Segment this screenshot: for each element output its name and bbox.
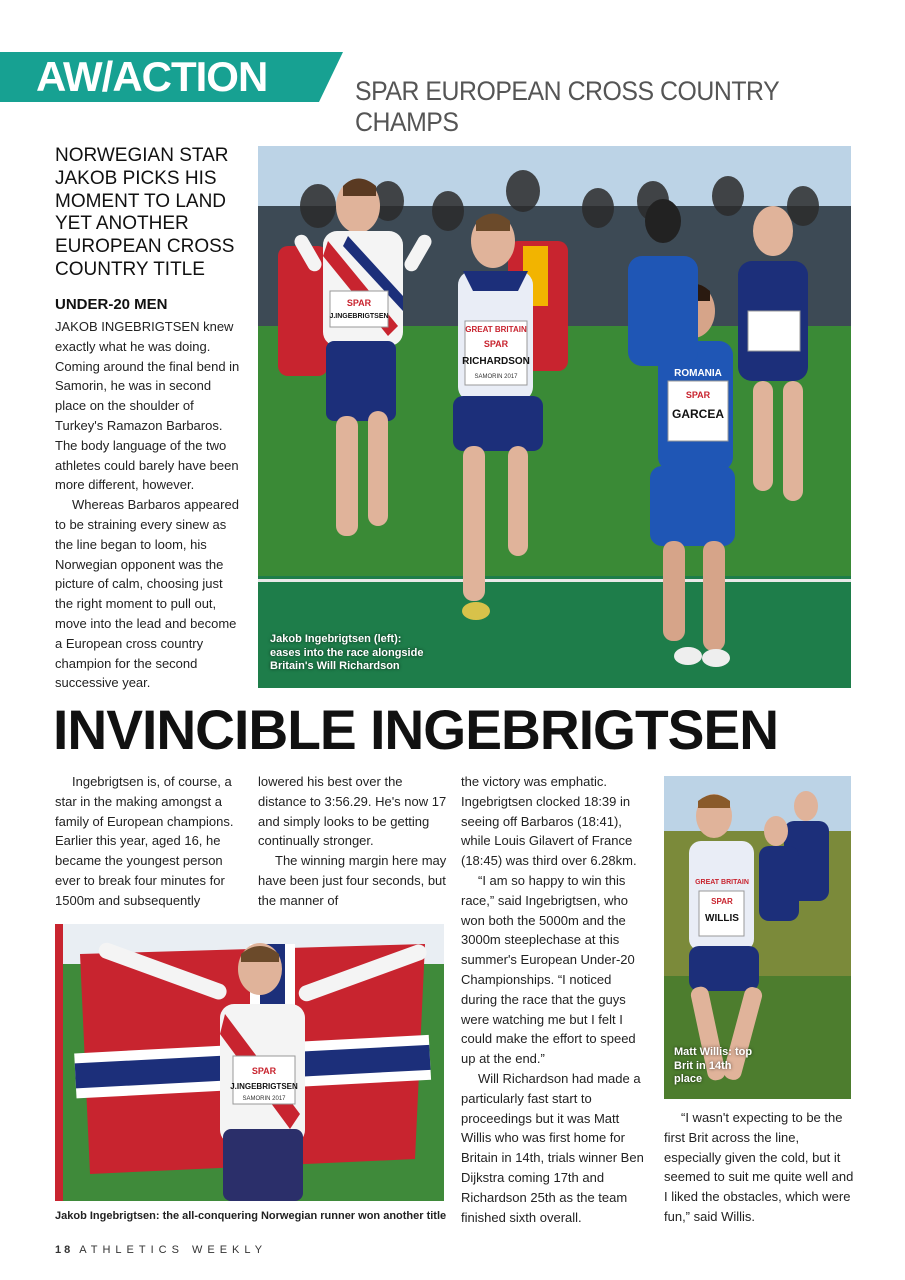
bib-name-ingebrigtsen: J.INGEBRIGTSEN bbox=[329, 313, 389, 320]
willis-bib-team: GREAT BRITAIN bbox=[695, 879, 749, 886]
section-banner-label: AW/ACTION bbox=[36, 53, 268, 100]
subhead: UNDER-20 MEN bbox=[55, 296, 168, 313]
intro-paragraph-2: Whereas Barbaros appeared to be straining every sinew as the line began to loom, his Norwegian opponent was the picture of calm, choosing just the right moment to pull out, move into the lead and become a European cross country champion for the second successive year. bbox=[55, 497, 239, 691]
page-footer bbox=[55, 1244, 267, 1256]
main-race-photo-illustration bbox=[258, 146, 851, 688]
body-column-3-paragraph-3: Will Richardson had made a particularly fast start to proceedings but it was Matt Willis who was first home for Britain in 14th, trials winner Ben Dijkstra coming 17th and Richardson 25th as the team finished sixth overall. bbox=[461, 1070, 644, 1225]
body-column-2-paragraph-2: The winning margin here may have been just four seconds, but the manner of bbox=[258, 853, 447, 908]
bib-name-garcea: GARCEA bbox=[671, 407, 725, 421]
bib-team-gb: GREAT BRITAIN bbox=[465, 325, 527, 334]
main-photo-caption: Jakob Ingebrigtsen (left): eases into the race alongside Britain's Will Richardson bbox=[270, 633, 424, 672]
body-column-3-paragraph-2: “I am so happy to win this race,” said Ingebrigtsen, who won both the 5000m and the 3000m steeplechase at this summer's European Under-20 Championships. “I noticed during the race that the guys were watching me but I felt I could make the effort to speed up at the end.” bbox=[461, 872, 636, 1067]
flag-photo-illustration bbox=[55, 924, 444, 1201]
page-number: 18 bbox=[55, 1244, 74, 1256]
body-column-2-paragraph-1: lowered his best over the distance to 3:56.29. He's now 17 and simply looks to be getting continually stronger. bbox=[258, 774, 447, 849]
bib-venue-richardson: SAMORIN 2017 bbox=[474, 374, 518, 380]
magazine-name: ATHLETICS WEEKLY bbox=[79, 1244, 268, 1256]
body-column-2 bbox=[258, 772, 448, 911]
bib-name-richardson: RICHARDSON bbox=[462, 356, 530, 367]
bib-sponsor-richardson: SPAR bbox=[483, 339, 509, 349]
body-column-4-text: “I wasn't expecting to be the first Brit across the line, especially given the cold, but it seemed to suit me quite well and I liked the obstacles, which were fun,” said Willis. bbox=[664, 1110, 854, 1224]
willis-bib-name: WILLIS bbox=[705, 913, 739, 924]
flag-bib-name: J.INGEBRIGTSEN bbox=[230, 1082, 298, 1091]
bib-sponsor-ingebrigtsen: SPAR bbox=[346, 298, 372, 308]
body-column-1-text: Ingebrigtsen is, of course, a star in the making amongst a family of European champions. Earlier this year, aged 16, he became the youngest person ever to break four minutes for 1500m and subsequently bbox=[55, 774, 234, 908]
body-column-1 bbox=[55, 772, 245, 911]
body-column-3 bbox=[461, 772, 649, 1227]
willis-photo-caption: Matt Willis: top Brit in 14th place bbox=[674, 1046, 753, 1085]
main-race-photo bbox=[258, 146, 851, 688]
flag-bib-venue: SAMORIN 2017 bbox=[242, 1096, 286, 1102]
willis-photo bbox=[664, 776, 851, 1099]
standfirst: NORWEGIAN STAR JAKOB PICKS HIS MOMENT TO LAND YET ANOTHER EUROPEAN CROSS COUNTRY TITLE bbox=[55, 145, 235, 280]
body-column-4 bbox=[664, 1108, 854, 1227]
section-title: SPAR EUROPEAN CROSS COUNTRY CHAMPS bbox=[355, 76, 779, 137]
flag-bib-sponsor: SPAR bbox=[251, 1066, 277, 1076]
bib-sponsor-garcea: SPAR bbox=[685, 390, 711, 400]
intro-paragraph-1: JAKOB INGEBRIGTSEN knew exactly what he was doing. Coming around the final bend in Samorin, he was in second place on the shoulder of Turkey's Ramazon Barbaros. The body language of the two athletes could barely have been more different, however. bbox=[55, 319, 240, 493]
intro-column bbox=[55, 317, 243, 693]
headline: INVINCIBLE INGEBRIGTSEN bbox=[53, 698, 779, 761]
bib-team-romania: ROMANIA bbox=[674, 368, 722, 379]
flag-photo-caption: Jakob Ingebrigtsen: the all-conquering Norwegian runner won another title bbox=[55, 1210, 447, 1222]
body-column-3-paragraph-1: the victory was emphatic. Ingebrigtsen clocked 18:39 in seeing off Barbaros (18:41), while Louis Gilavert of France (18:45) was third over 6.28km. bbox=[461, 774, 637, 869]
flag-photo bbox=[55, 924, 444, 1201]
willis-bib-sponsor: SPAR bbox=[711, 897, 733, 906]
